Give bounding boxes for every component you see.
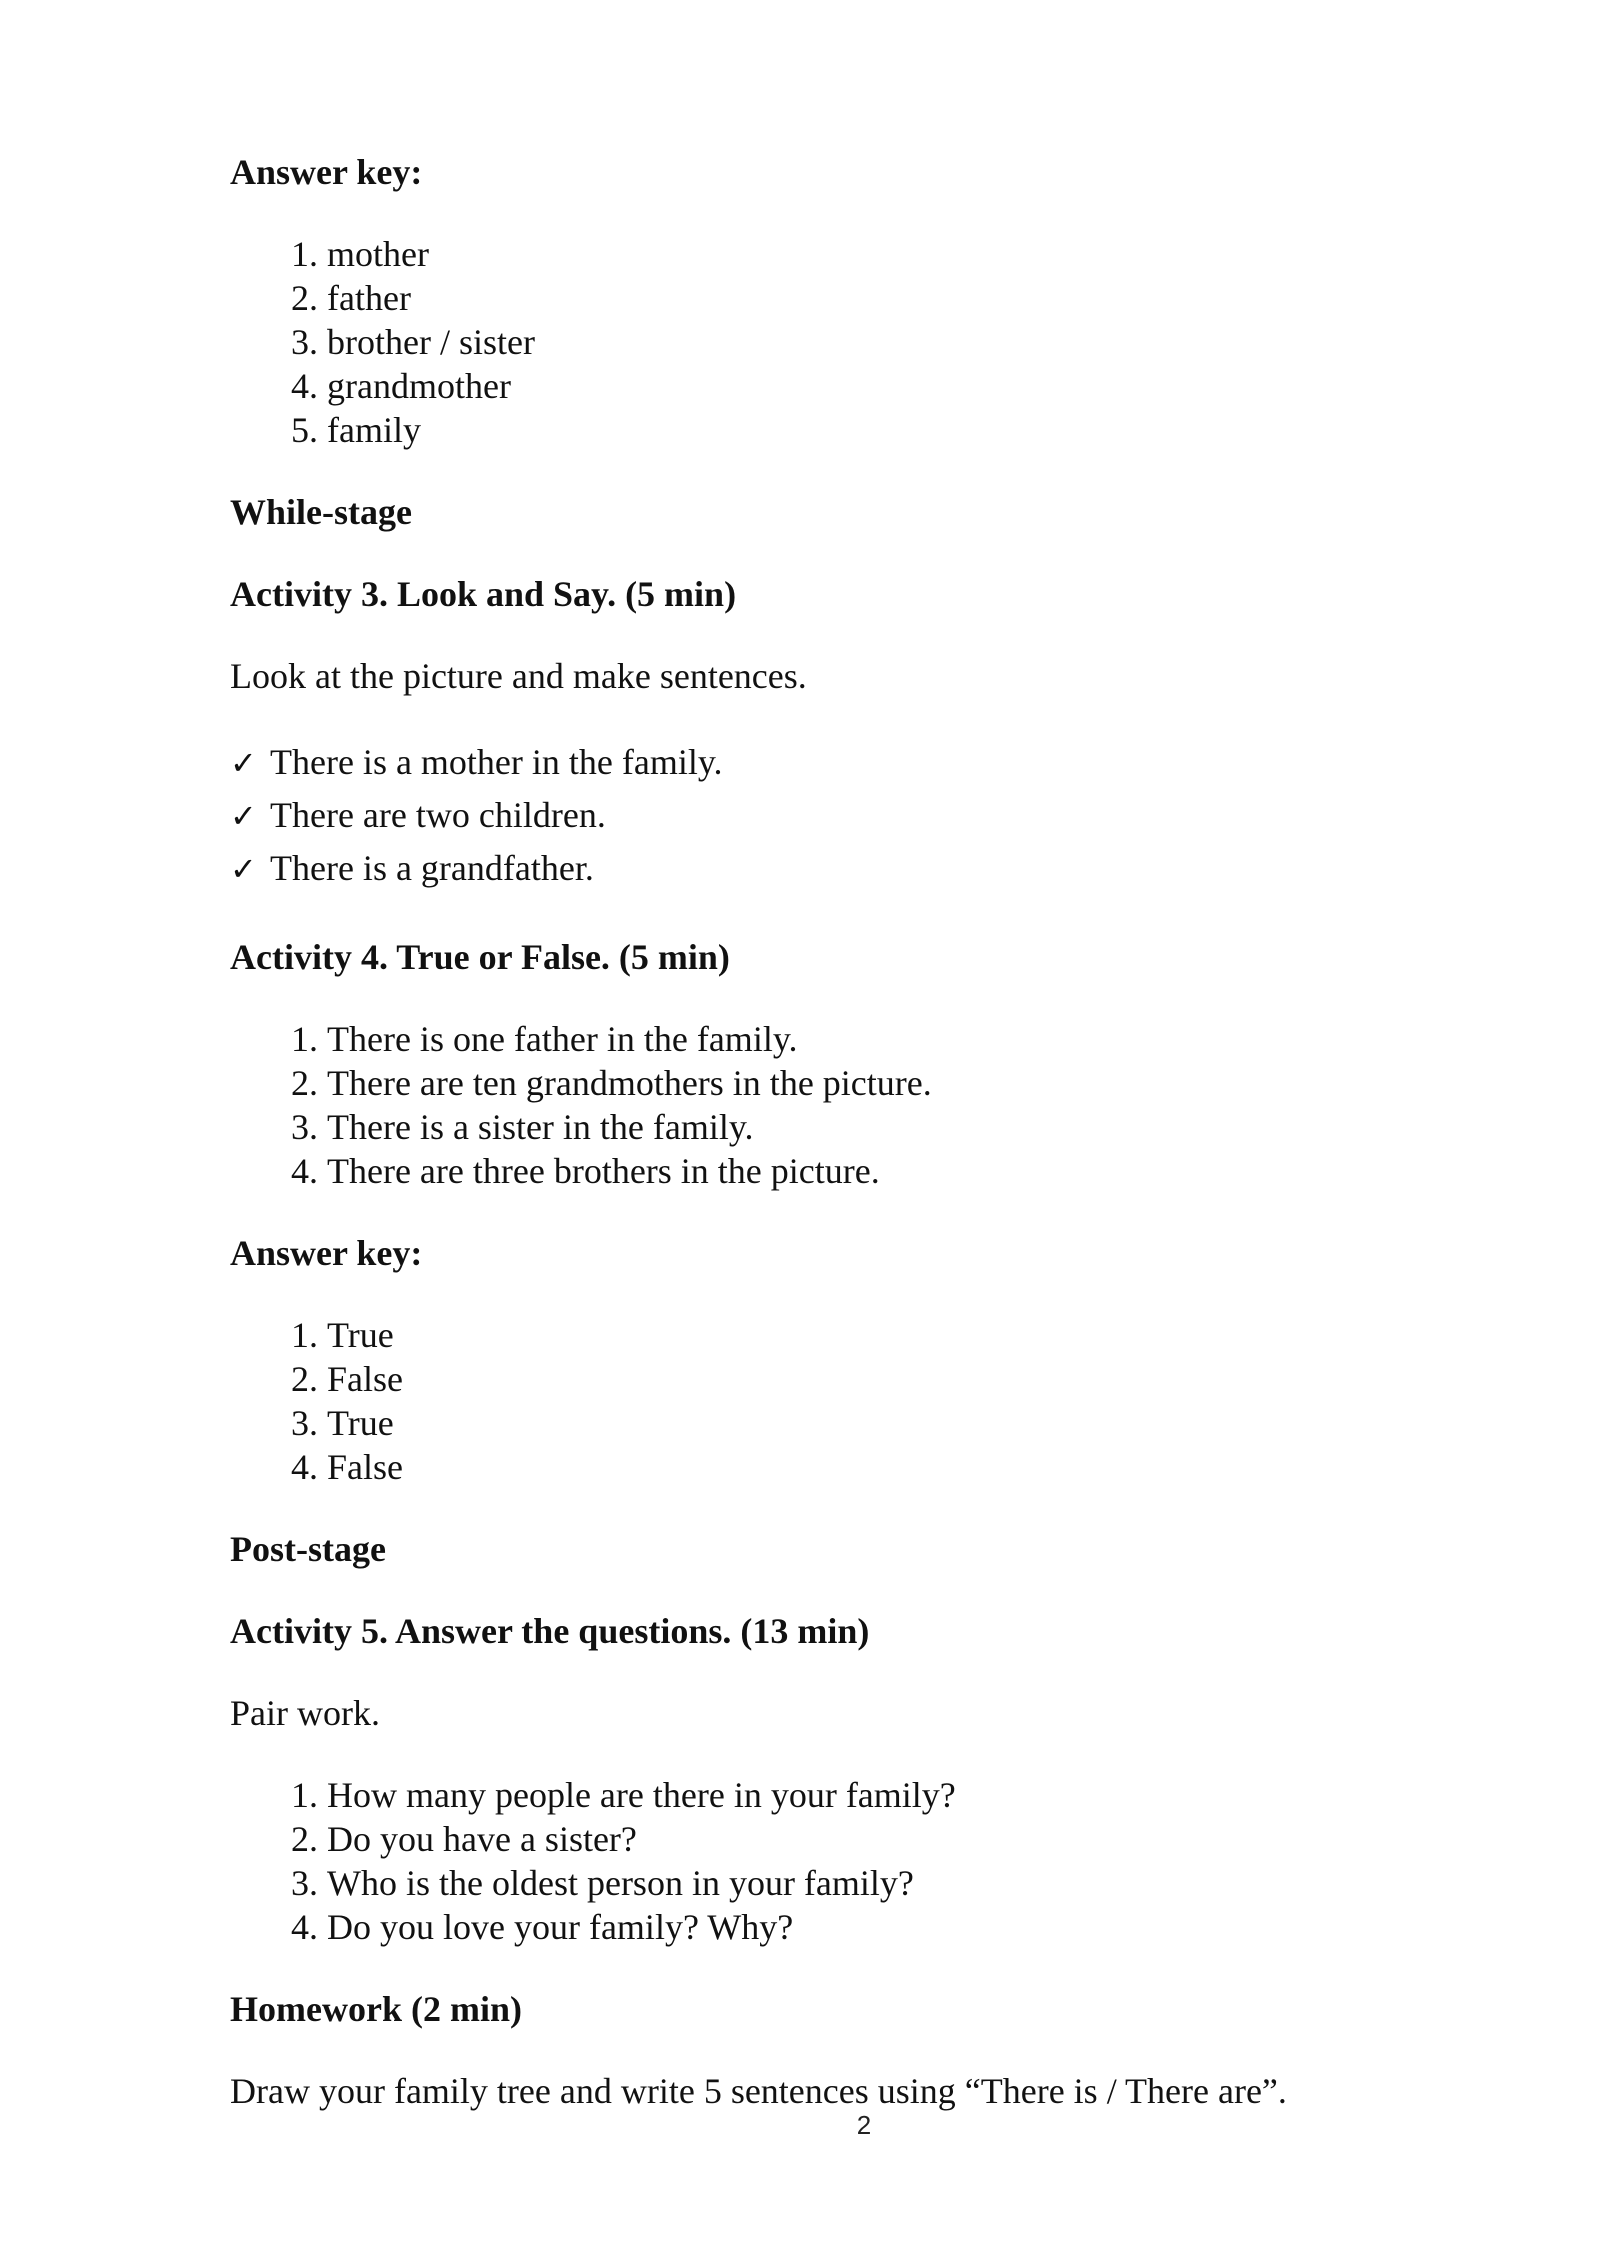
list-item: 3. brother / sister <box>327 320 1430 364</box>
while-stage-heading: While-stage <box>230 492 412 532</box>
list-item: 1. True <box>327 1313 1430 1357</box>
list-item: 4. False <box>327 1445 1430 1489</box>
list-item: 3. Who is the oldest person in your family? <box>327 1861 1430 1905</box>
list-item: 2. Do you have a sister? <box>327 1817 1430 1861</box>
page-number: 2 <box>856 2110 872 2140</box>
list-item: 2. There are ten grandmothers in the picture. <box>327 1061 1430 1105</box>
checkmark-icon: ✓ <box>230 850 257 888</box>
activity-3-heading: Activity 3. Look and Say. (5 min) <box>230 574 737 614</box>
example-sentence: There is a mother in the family. <box>270 742 723 782</box>
list-item <box>230 736 1430 789</box>
list-item <box>230 789 1430 842</box>
example-sentence: There are two children. <box>270 795 606 835</box>
answer-key-heading: Answer key: <box>230 1233 423 1273</box>
list-item: 4. grandmother <box>327 364 1430 408</box>
activity-5-questions <box>230 1773 1430 1949</box>
list-item: 2. father <box>327 276 1430 320</box>
list-item: 1. How many people are there in your family? <box>327 1773 1430 1817</box>
checkmark-icon: ✓ <box>230 797 257 835</box>
activity-3-examples <box>230 736 1430 895</box>
list-item: 1. There is one father in the family. <box>327 1017 1430 1061</box>
example-sentence: There is a grandfather. <box>270 848 594 888</box>
list-item: 5. family <box>327 408 1430 452</box>
list-item: 2. False <box>327 1357 1430 1401</box>
answer-key-list <box>230 1313 1430 1489</box>
activity-5-instruction: Pair work. <box>230 1693 380 1733</box>
homework-heading: Homework (2 min) <box>230 1989 522 2029</box>
page-content <box>230 150 1430 2151</box>
activity-4-statements <box>230 1017 1430 1193</box>
list-item: 1. mother <box>327 232 1430 276</box>
list-item: 3. True <box>327 1401 1430 1445</box>
homework-text: Draw your family tree and write 5 sentences using “There is / There are”. <box>230 2071 1287 2111</box>
activity-5-heading: Activity 5. Answer the questions. (13 min) <box>230 1611 870 1651</box>
list-item: 4. There are three brothers in the picture. <box>327 1149 1430 1193</box>
activity-3-instruction: Look at the picture and make sentences. <box>230 656 807 696</box>
list-item: 3. There is a sister in the family. <box>327 1105 1430 1149</box>
activity-4-heading: Activity 4. True or False. (5 min) <box>230 937 730 977</box>
post-stage-heading: Post-stage <box>230 1529 386 1569</box>
list-item <box>230 842 1430 895</box>
checkmark-icon: ✓ <box>230 744 257 782</box>
answer-key-heading: Answer key: <box>230 152 423 192</box>
list-item: 4. Do you love your family? Why? <box>327 1905 1430 1949</box>
answer-key-list <box>230 232 1430 452</box>
